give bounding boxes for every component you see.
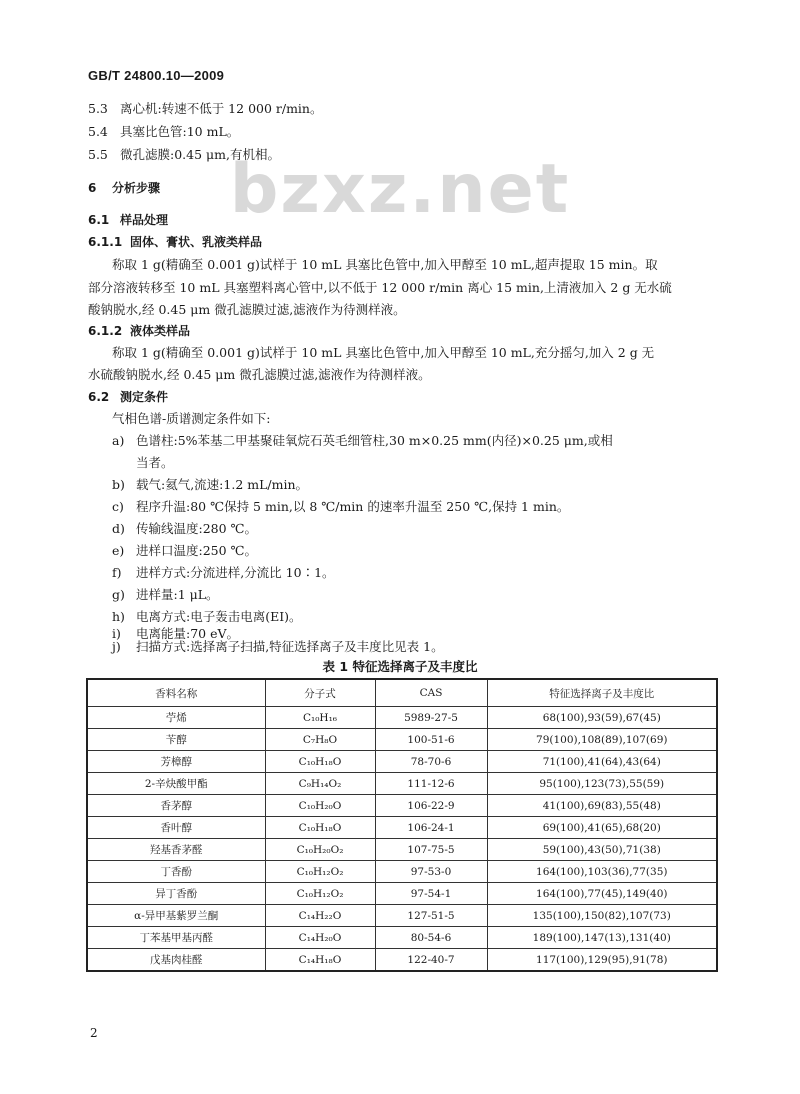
table-cell: 异丁香酚 (87, 883, 265, 905)
section-number: 6.1.1 (88, 235, 123, 249)
clause-number: 5.3 (88, 101, 108, 116)
section-number: 6.1 (88, 213, 110, 227)
section-title: 液体类样品 (130, 324, 191, 338)
section-6-1-2-heading (88, 321, 190, 341)
item-text: 当者。 (136, 455, 174, 470)
table-cell: 164(100),103(36),77(35) (487, 861, 717, 883)
section-6-heading (88, 178, 160, 198)
table-row (87, 861, 717, 883)
table-cell: 79(100),108(89),107(69) (487, 729, 717, 751)
clause-text: 具塞比色管:10 mL。 (120, 124, 240, 139)
table-cell: 135(100),150(82),107(73) (487, 905, 717, 927)
column-header: CAS (375, 679, 487, 707)
condition-item (112, 519, 257, 539)
item-text: 载气:氦气,流速:1.2 mL/min。 (136, 477, 309, 492)
condition-item (112, 453, 174, 473)
clause-text: 离心机:转速不低于 12 000 r/min。 (120, 101, 323, 116)
clause-5-5 (88, 145, 280, 165)
column-header: 分子式 (265, 679, 375, 707)
ion-table (86, 678, 718, 972)
section-title: 测定条件 (120, 390, 169, 404)
item-mark: f) (112, 565, 122, 580)
condition-item (112, 585, 219, 605)
item-text: 扫描方式:选择离子扫描,特征选择离子及丰度比见表 1。 (136, 639, 444, 654)
section-number: 6 (88, 181, 97, 195)
section-6-1-heading (88, 210, 168, 230)
table-cell: α-异甲基紫罗兰酮 (87, 905, 265, 927)
table-cell: C₁₄H₂₀O (265, 927, 375, 949)
table-cell: 78-70-6 (375, 751, 487, 773)
table-cell: 80-54-6 (375, 927, 487, 949)
condition-item (112, 637, 444, 657)
section-title: 分析步骤 (112, 181, 161, 195)
condition-item (112, 497, 569, 517)
condition-item (112, 475, 308, 495)
table-cell: 122-40-7 (375, 949, 487, 972)
table-cell: 丁香酚 (87, 861, 265, 883)
item-mark: a) (112, 433, 125, 448)
clause-text: 微孔滤膜:0.45 μm,有机相。 (120, 147, 280, 162)
item-text: 进样方式:分流进样,分流比 10∶1。 (136, 565, 335, 580)
table-row (87, 751, 717, 773)
item-text: 传输线温度:280 ℃。 (136, 521, 258, 536)
table-cell: 71(100),41(64),43(64) (487, 751, 717, 773)
condition-item (112, 431, 613, 451)
table-cell: 戊基肉桂醛 (87, 949, 265, 972)
page-number: 2 (90, 1026, 98, 1040)
table-cell: C₁₀H₁₆ (265, 707, 375, 729)
table-cell: 59(100),43(50),71(38) (487, 839, 717, 861)
clause-5-4 (88, 122, 239, 142)
table-row (87, 795, 717, 817)
standard-code: GB/T 24800.10—2009 (88, 68, 225, 83)
table-cell: 41(100),69(83),55(48) (487, 795, 717, 817)
section-title: 固体、膏状、乳液类样品 (130, 235, 263, 249)
paragraph-line: 部分溶液转移至 10 mL 具塞塑料离心管中,以不低于 12 000 r/min 离心 15 min,上清液加入 2 g 无水硫 (88, 280, 672, 295)
clause-number: 5.5 (88, 147, 108, 162)
table-caption: 表 1 特征选择离子及丰度比 (322, 659, 478, 674)
watermark: bzxz.net (229, 150, 571, 229)
table-cell: 68(100),93(59),67(45) (487, 707, 717, 729)
paragraph-line: 水硫酸钠脱水,经 0.45 μm 微孔滤膜过滤,滤液作为待测样液。 (88, 367, 431, 382)
table-cell: C₉H₁₄O₂ (265, 773, 375, 795)
item-mark: g) (112, 587, 125, 602)
table-cell: 107-75-5 (375, 839, 487, 861)
item-text: 进样量:1 μL。 (136, 587, 219, 602)
table-cell: 97-53-0 (375, 861, 487, 883)
table-row (87, 905, 717, 927)
table-row (87, 927, 717, 949)
table-cell: 苧烯 (87, 707, 265, 729)
table-cell: C₁₀H₂₀O₂ (265, 839, 375, 861)
item-mark: c) (112, 499, 124, 514)
table-cell: 189(100),147(13),131(40) (487, 927, 717, 949)
item-mark: e) (112, 543, 125, 558)
table-cell: 5989-27-5 (375, 707, 487, 729)
condition-item (112, 563, 335, 583)
section-6-2-heading (88, 387, 168, 407)
section-6-1-1-heading (88, 232, 262, 252)
table-row (87, 817, 717, 839)
conditions-intro: 气相色谱-质谱测定条件如下: (112, 411, 271, 426)
item-mark: b) (112, 477, 125, 492)
table-cell: C₁₀H₁₈O (265, 817, 375, 839)
table-cell: 106-24-1 (375, 817, 487, 839)
table-row (87, 729, 717, 751)
table-cell: 117(100),129(95),91(78) (487, 949, 717, 972)
section-number: 6.1.2 (88, 324, 123, 338)
clause-number: 5.4 (88, 124, 108, 139)
item-text: 程序升温:80 ℃保持 5 min,以 8 ℃/min 的速率升温至 250 ℃,保持 1 min。 (136, 499, 570, 514)
table-cell: 香叶醇 (87, 817, 265, 839)
table-row (87, 707, 717, 729)
column-header: 香料名称 (87, 679, 265, 707)
table-cell: 芳樟醇 (87, 751, 265, 773)
table-cell: C₁₀H₁₈O (265, 751, 375, 773)
paragraph-line: 称取 1 g(精确至 0.001 g)试样于 10 mL 具塞比色管中,加入甲醇至 10 mL,超声提取 15 min。取 (112, 257, 658, 272)
table-cell: 69(100),41(65),68(20) (487, 817, 717, 839)
table-header-row (87, 679, 717, 707)
table-row (87, 839, 717, 861)
table-cell: 丁苯基甲基丙醛 (87, 927, 265, 949)
condition-item (112, 541, 257, 561)
item-text: 色谱柱:5%苯基二甲基聚硅氧烷石英毛细管柱,30 m×0.25 mm(内径)×0.25 μm,或相 (136, 433, 613, 448)
table-cell: 97-54-1 (375, 883, 487, 905)
table-cell: 95(100),123(73),55(59) (487, 773, 717, 795)
clause-5-3 (88, 99, 323, 119)
item-text: 电离方式:电子轰击电离(EI)。 (136, 609, 302, 624)
table-cell: 111-12-6 (375, 773, 487, 795)
table-row (87, 773, 717, 795)
table-cell: C₇H₈O (265, 729, 375, 751)
table-cell: 106-22-9 (375, 795, 487, 817)
paragraph-line: 称取 1 g(精确至 0.001 g)试样于 10 mL 具塞比色管中,加入甲醇至 10 mL,充分摇匀,加入 2 g 无 (112, 345, 655, 360)
paragraph-line: 酸钠脱水,经 0.45 μm 微孔滤膜过滤,滤液作为待测样液。 (88, 302, 406, 317)
table-cell: 羟基香茅醛 (87, 839, 265, 861)
table-row (87, 949, 717, 972)
table-cell: 100-51-6 (375, 729, 487, 751)
table-cell: 香茅醇 (87, 795, 265, 817)
table-cell: C₁₀H₁₂O₂ (265, 883, 375, 905)
table-cell: 2-辛炔酸甲酯 (87, 773, 265, 795)
table-cell: 127-51-5 (375, 905, 487, 927)
item-mark: h) (112, 609, 125, 624)
item-mark: d) (112, 521, 125, 536)
section-title: 样品处理 (120, 213, 169, 227)
table-cell: 苄醇 (87, 729, 265, 751)
table-cell: C₁₄H₂₂O (265, 905, 375, 927)
item-mark: i) (112, 626, 121, 641)
table-cell: C₁₄H₁₈O (265, 949, 375, 972)
item-text: 进样口温度:250 ℃。 (136, 543, 258, 558)
column-header: 特征选择离子及丰度比 (487, 679, 717, 707)
table-row (87, 883, 717, 905)
table-cell: C₁₀H₁₂O₂ (265, 861, 375, 883)
table-cell: C₁₀H₂₀O (265, 795, 375, 817)
section-number: 6.2 (88, 390, 110, 404)
item-text: 电离能量:70 eV。 (136, 626, 240, 641)
table-cell: 164(100),77(45),149(40) (487, 883, 717, 905)
item-mark: j) (112, 639, 121, 654)
